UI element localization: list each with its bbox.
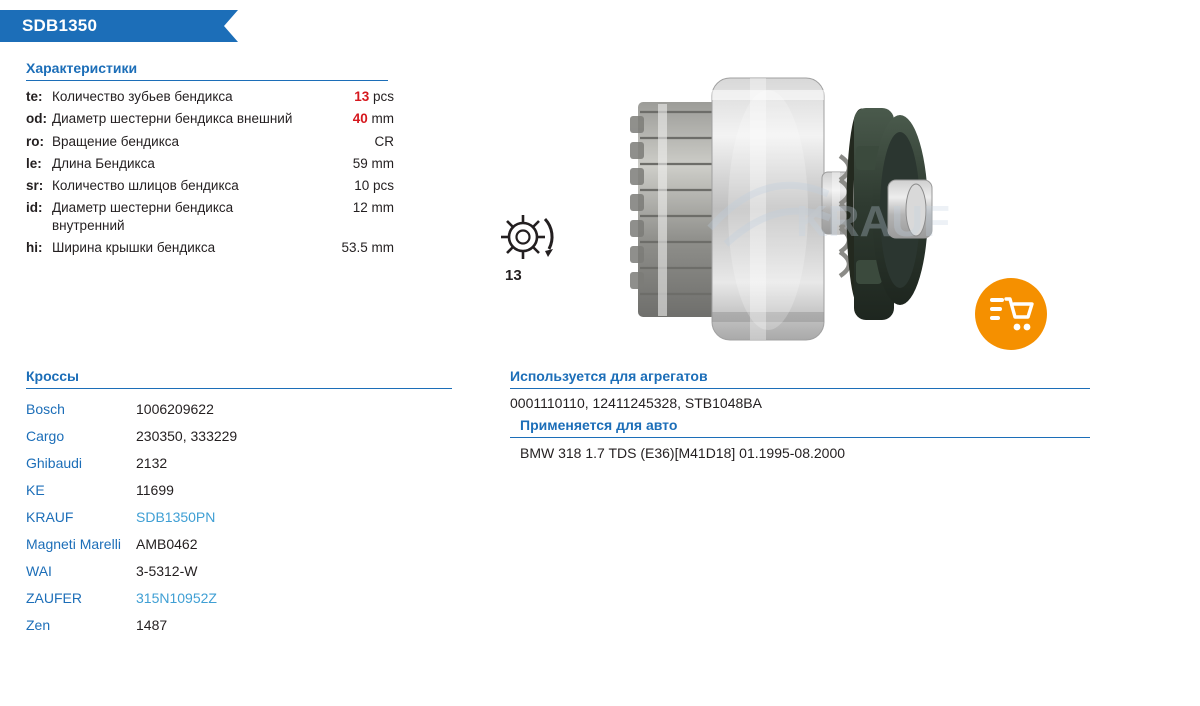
cross-brand: WAI — [26, 563, 52, 579]
spec-value-unit: mm — [371, 111, 394, 127]
spec-value-number: 10 — [354, 178, 370, 194]
cross-references-section — [26, 368, 456, 639]
table-row — [26, 131, 394, 153]
spec-value — [302, 108, 394, 130]
gear-teeth-icon — [487, 205, 567, 295]
table-row — [26, 197, 394, 237]
spec-key: te: — [26, 89, 43, 104]
spec-value-unit: mm — [371, 200, 394, 216]
page-title: SDB1350 — [22, 16, 98, 35]
spec-value — [302, 153, 394, 175]
cross-brand: Zen — [26, 617, 51, 633]
cross-brand: KE — [26, 482, 45, 498]
spec-label: Длина Бендикса — [52, 155, 155, 171]
applications-section — [510, 368, 1110, 461]
table-row — [26, 237, 394, 259]
cross-brand: ZAUFER — [26, 590, 82, 606]
specifications-section — [26, 60, 416, 259]
cross-code: 1487 — [136, 617, 168, 633]
cross-references-heading: Кроссы — [26, 368, 452, 389]
spec-key: od: — [26, 111, 47, 127]
spec-value-unit: mm — [371, 155, 394, 171]
cross-code: AMB0462 — [136, 536, 198, 552]
table-row — [26, 477, 446, 504]
spec-value-number: 12 — [352, 200, 368, 216]
table-row — [26, 108, 394, 130]
list-item: BMW 318 1.7 TDS (E36)[M41D18] 01.1995-08.2000 — [520, 445, 846, 461]
add-to-cart-button[interactable] — [975, 278, 1047, 350]
cross-brand: Bosch — [26, 401, 65, 417]
spec-value — [302, 131, 394, 153]
gear-teeth-count: 13 — [505, 267, 522, 284]
applications-vehicles-heading: Применяется для авто — [510, 417, 1090, 438]
spec-value-number: CR — [374, 133, 394, 149]
cross-references-table — [26, 396, 446, 639]
spec-value — [302, 175, 394, 197]
cross-brand: Ghibaudi — [26, 455, 83, 471]
cross-code: 1006209622 — [136, 401, 214, 417]
watermark-text: KRAUF — [796, 197, 950, 246]
cross-code: 3-5312-W — [136, 563, 198, 579]
spec-value — [302, 197, 394, 237]
spec-value-number: 59 — [352, 155, 368, 171]
cross-brand: Magneti Marelli — [26, 536, 121, 552]
cross-brand: KRAUF — [26, 509, 74, 525]
starter-drive-bendix-photo — [600, 60, 1040, 360]
table-row — [26, 612, 446, 639]
spec-value-number: 40 — [352, 111, 368, 127]
add-to-cart-icon — [988, 294, 1034, 334]
banner-arrow-shape — [224, 10, 238, 42]
specifications-table — [26, 86, 394, 259]
table-row — [26, 396, 446, 423]
applications-units-heading: Используется для агрегатов — [510, 368, 1090, 389]
cross-code-link[interactable]: SDB1350PN — [136, 509, 216, 525]
spec-label: Вращение бендикса — [52, 133, 180, 149]
spec-label: Количество зубьев бендикса — [52, 89, 233, 104]
spec-value-number: 13 — [354, 89, 370, 104]
spec-key: hi: — [26, 239, 43, 255]
spec-value-number: 53.5 — [341, 239, 368, 255]
spec-key: ro: — [26, 133, 44, 149]
cross-code: 2132 — [136, 455, 168, 471]
cross-brand: Cargo — [26, 428, 65, 444]
spec-key: sr: — [26, 178, 44, 194]
cross-code-link[interactable]: 315N10952Z — [136, 590, 217, 606]
spec-value-unit: mm — [371, 239, 394, 255]
table-row — [26, 175, 394, 197]
spec-label: Ширина крышки бендикса — [52, 239, 216, 255]
table-row — [26, 423, 446, 450]
applications-units-list: 0001110110, 12411245328, STB1048BA — [510, 395, 762, 411]
part-number-banner — [0, 10, 224, 42]
spec-value-unit: pcs — [372, 178, 394, 194]
cross-code: 11699 — [136, 482, 174, 498]
spec-label: Диаметр шестерни бендикса внешний — [52, 111, 293, 127]
table-row — [26, 450, 446, 477]
spec-label: Диаметр шестерни бендикса внутренний — [52, 200, 234, 233]
table-row — [26, 585, 446, 612]
table-row — [26, 153, 394, 175]
spec-value — [302, 237, 394, 259]
spec-key: id: — [26, 200, 43, 216]
cross-code: 230350, 333229 — [136, 428, 238, 444]
spec-key: le: — [26, 155, 42, 171]
table-row — [26, 86, 394, 108]
spec-value-unit: pcs — [372, 89, 394, 104]
table-row — [26, 558, 446, 585]
table-row — [26, 504, 446, 531]
product-photo-graphic — [600, 60, 1040, 360]
specifications-heading: Характеристики — [26, 60, 388, 81]
spec-value — [302, 86, 394, 108]
gear-teeth-icon-graphic — [487, 205, 567, 275]
table-row — [26, 531, 446, 558]
spec-label: Количество шлицов бендикса — [52, 178, 239, 194]
